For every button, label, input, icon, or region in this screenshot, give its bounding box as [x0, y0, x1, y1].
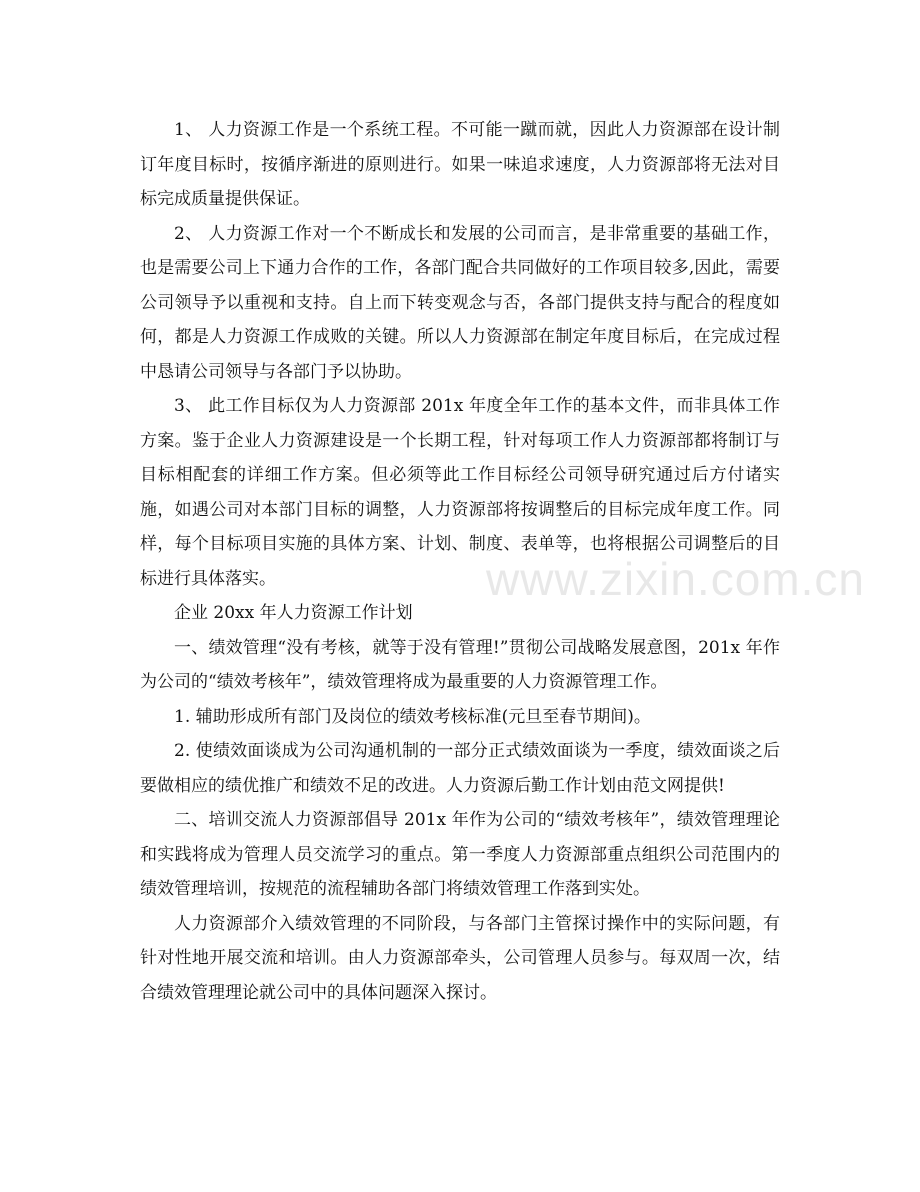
paragraph-item-2: 2、 人力资源工作对一个不断成长和发展的公司而言，是非常重要的基础工作，也是需要公司上下通力合作的工作，各部门配合共同做好的工作项目较多,因此，需要公司领导予以重视和支持。自上而下转变观念与否，各部门提供支持与配合的程度如何，都是人力资源工作成败的关键。所以人力资源部在制定年度目标后，在完成过程中恳请公司领导与各部门予以协助。 [140, 223, 780, 382]
paragraph-item-3: 3、 此工作目标仅为人力资源部 201x 年度全年工作的基本文件，而非具体工作方案。鉴于企业人力资源建设是一个长期工程，针对每项工作人力资源部都将制订与目标相配套的详细工作方案。但必须等此工作目标经公司领导研究通过后方付诸实施，如遇公司对本部门目标的调整，人力资源部将按调整后的目标完成年度工作。同样，每个目标项目实施的具体方案、计划、制度、表单等，也将根据公司调整后的目标进行具体落实。 [140, 396, 780, 589]
paragraph-performance-management: 一、绩效管理“没有考核，就等于没有管理!”贯彻公司战略发展意图，201x 年作为公司的“绩效考核年”，绩效管理将成为最重要的人力资源管理工作。 [140, 637, 780, 692]
paragraph-training-exchange: 二、培训交流人力资源部倡导 201x 年作为公司的“绩效考核年”，绩效管理理论和实践将成为管理人员交流学习的重点。第一季度人力资源部重点组织公司范围内的绩效管理培训，按规范的流程辅助各部门将绩效管理工作落到实处。 [140, 810, 780, 899]
paragraph-hr-intervention: 人力资源部介入绩效管理的不同阶段，与各部门主管探讨操作中的实际问题，有针对性地开展交流和培训。由人力资源部牵头，公司管理人员参与。每双周一次，结合绩效管理理论就公司中的具体问题深入探讨。 [140, 913, 780, 1003]
paragraph-item-1: 1、 人力资源工作是一个系统工程。不可能一蹴而就，因此人力资源部在设计制订年度目标时，按循序渐进的原则进行。如果一味追求速度，人力资源部将无法对目标完成质量提供保证。 [140, 120, 780, 209]
paragraph-subitem-2: 2. 使绩效面谈成为公司沟通机制的一部分正式绩效面谈为一季度，绩效面谈之后要做相应的绩优推广和绩效不足的改进。人力资源后勤工作计划由范文网提供! [140, 741, 780, 796]
paragraph-subitem-1: 1. 辅助形成所有部门及岗位的绩效考核标准(元旦至春节期间)。 [174, 706, 651, 727]
document-body [140, 113, 780, 1010]
section-title: 企业 20xx 年人力资源工作计划 [174, 603, 413, 623]
watermark: www.zixin.com.cn [486, 553, 865, 605]
